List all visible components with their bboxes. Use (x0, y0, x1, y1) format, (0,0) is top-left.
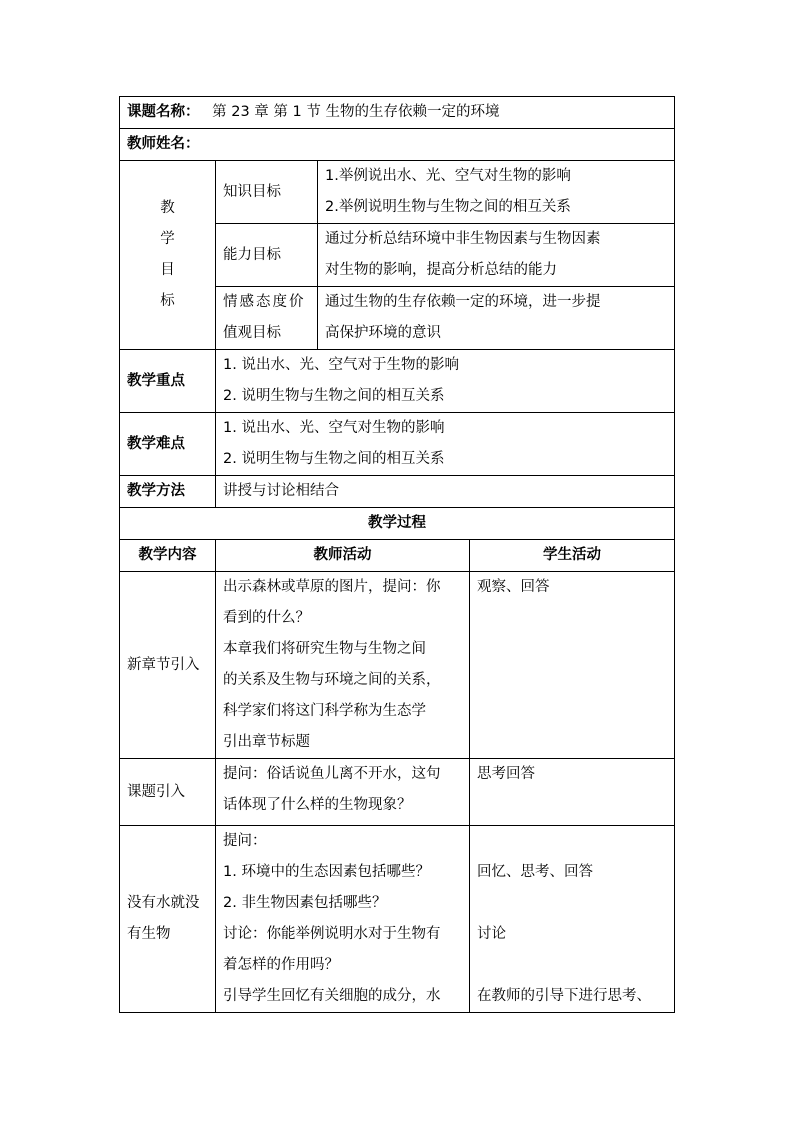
teacher-label: 教师姓名： (120, 129, 675, 161)
key-point-line: 1. 说出水、光、空气对于生物的影响 (223, 357, 459, 373)
teacher-line: 讨论：你能举例说明水对于生物有 (223, 926, 441, 942)
process-row-water (120, 826, 675, 1013)
emotion-line: 通过生物的生存依赖一定的环境，进一步提 (325, 294, 601, 310)
knowledge-line: 1.举例说出水、光、空气对生物的影响 (325, 168, 571, 184)
key-points-label: 教学重点 (120, 350, 216, 413)
teacher-activity (216, 759, 470, 826)
objectives-char: 学 (160, 231, 175, 247)
teacher-line: 提问：俗话说鱼儿离不开水，这句 (223, 766, 441, 782)
student-line: 在教师的引导下进行思考、 (477, 988, 651, 1004)
content-line: 有生物 (127, 926, 171, 942)
course-title-cell (120, 97, 675, 129)
ability-line: 对生物的影响，提高分析总结的能力 (325, 262, 557, 278)
student-spacer (477, 826, 674, 857)
teacher-line: 2. 非生物因素包括哪些？ (223, 895, 387, 911)
objectives-char: 标 (160, 293, 175, 309)
process-row-topic-intro (120, 759, 675, 826)
key-point-line: 2. 说明生物与生物之间的相互关系 (223, 388, 445, 404)
teacher-line: 引出章节标题 (223, 734, 310, 750)
process-row-chapter-intro (120, 572, 675, 759)
student-activity (470, 572, 675, 759)
row-content-label (120, 826, 216, 1013)
teacher-row (120, 129, 675, 161)
process-header-row (120, 540, 675, 572)
ability-label: 能力目标 (216, 224, 318, 287)
process-title: 教学过程 (120, 508, 675, 540)
teacher-line: 话体现了什么样的生物现象？ (223, 797, 412, 813)
student-spacer (477, 950, 674, 981)
student-line: 回忆、思考、回答 (477, 864, 593, 880)
teacher-line: 着怎样的作用吗？ (223, 957, 339, 973)
emotion-label-line: 情感态度价 (223, 294, 306, 310)
knowledge-label: 知识目标 (216, 161, 318, 224)
column-header-content: 教学内容 (120, 540, 216, 572)
objectives-char: 目 (160, 262, 175, 278)
emotion-content (318, 287, 675, 350)
emotion-line: 高保护环境的意识 (325, 325, 441, 341)
content-line: 没有水就没 (127, 895, 200, 911)
difficult-point-line: 1. 说出水、光、空气对生物的影响 (223, 420, 445, 436)
objectives-char: 教 (160, 200, 175, 216)
teacher-line: 1. 环境中的生态因素包括哪些？ (223, 864, 430, 880)
teacher-activity (216, 572, 470, 759)
student-line: 讨论 (477, 926, 506, 942)
key-points-row (120, 350, 675, 413)
column-header-teacher: 教师活动 (216, 540, 470, 572)
student-activity (470, 826, 675, 1013)
teacher-activity (216, 826, 470, 1013)
difficult-points-content (216, 413, 675, 476)
process-title-row (120, 508, 675, 540)
key-points-content (216, 350, 675, 413)
teacher-line: 科学家们将这门科学称为生态学 (223, 703, 426, 719)
difficult-points-label: 教学难点 (120, 413, 216, 476)
difficult-point-line: 2. 说明生物与生物之间的相互关系 (223, 451, 445, 467)
method-value: 讲授与讨论相结合 (216, 476, 675, 508)
course-title-row (120, 97, 675, 129)
difficult-points-row (120, 413, 675, 476)
ability-content (318, 224, 675, 287)
emotion-label-line: 值观目标 (223, 325, 281, 341)
knowledge-content (318, 161, 675, 224)
row-content-label: 课题引入 (120, 759, 216, 826)
student-line: 观察、回答 (477, 579, 550, 595)
column-header-student: 学生活动 (470, 540, 675, 572)
objective-knowledge-row (120, 161, 675, 224)
objectives-group-label (120, 161, 216, 350)
lesson-plan-table (119, 96, 675, 1013)
method-row (120, 476, 675, 508)
teacher-line: 提问： (223, 833, 267, 849)
teacher-line: 的关系及生物与环境之间的关系， (223, 672, 441, 688)
teacher-line: 看到的什么？ (223, 610, 310, 626)
teacher-line: 本章我们将研究生物与生物之间 (223, 641, 426, 657)
method-label: 教学方法 (120, 476, 216, 508)
knowledge-line: 2.举例说明生物与生物之间的相互关系 (325, 199, 571, 215)
course-label: 课题名称： (127, 104, 200, 120)
student-line: 思考回答 (477, 766, 535, 782)
ability-line: 通过分析总结环境中非生物因素与生物因素 (325, 231, 601, 247)
course-title: 第 23 章 第 1 节 生物的生存依赖一定的环境 (212, 104, 500, 120)
student-spacer (477, 888, 674, 919)
student-activity (470, 759, 675, 826)
teacher-line: 出示森林或草原的图片，提问：你 (223, 579, 441, 595)
teacher-line: 引导学生回忆有关细胞的成分，水 (223, 988, 441, 1004)
emotion-label (216, 287, 318, 350)
row-content-label: 新章节引入 (120, 572, 216, 759)
